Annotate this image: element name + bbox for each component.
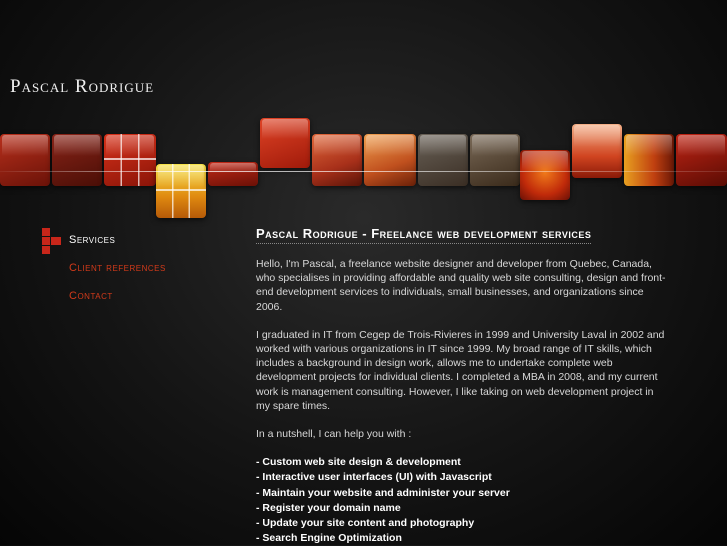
site-title[interactable]: Pascal Rodrigue	[10, 76, 155, 97]
banner-tile	[470, 134, 520, 186]
list-item: - Custom web site design & development	[256, 456, 461, 469]
banner-tile	[676, 134, 727, 186]
list-item: - Update your site content and photography	[256, 517, 475, 530]
header-banner	[0, 112, 727, 224]
banner-tile	[208, 162, 258, 186]
nav-item-client-references[interactable]: Client references	[69, 262, 166, 274]
page-heading: Pascal Rodrigue - Freelance web development services	[256, 226, 591, 244]
main-content	[256, 225, 666, 546]
banner-tile	[260, 118, 310, 168]
intro-paragraph: Hello, I'm Pascal, a freelance website designer and developer from Quebec, Canada, who specialises in providing affordable and quality web site consulting, design and front-end development services to individuals, small businesses, and organizations since 2006.	[256, 258, 666, 313]
banner-tile	[104, 134, 156, 186]
side-nav	[42, 228, 166, 312]
banner-tile	[572, 124, 622, 178]
banner-tile	[418, 134, 468, 186]
background-paragraph: I graduated in IT from Cegep de Trois-Rivieres in 1999 and University Laval in 2002 and worked with various organizations in IT since 1999. My broad range of IT skills, which includes a background in design work, allows me to undertake complete web development projects for individual clients. I completed a MBA in 2008, and my current work is management consulting. However, I like taking on web development project in my spare times.	[256, 328, 665, 412]
banner-tile	[52, 134, 102, 186]
banner-tile	[312, 134, 362, 186]
nav-item-contact[interactable]: Contact	[69, 290, 113, 302]
active-marker-icon	[42, 228, 62, 254]
list-item: - Search Engine Optimization	[256, 532, 402, 545]
list-item: - Register your domain name	[256, 501, 401, 514]
nav-item-services[interactable]: Services	[69, 234, 116, 246]
list-item: - Interactive user interfaces (UI) with Javascript	[256, 471, 492, 484]
services-list	[256, 455, 666, 546]
banner-tile	[520, 150, 570, 200]
banner-tile	[364, 134, 416, 186]
banner-tile	[156, 164, 206, 218]
banner-highlight-line	[0, 171, 727, 172]
list-item: - Maintain your website and administer your server	[256, 486, 510, 499]
banner-tile	[0, 134, 50, 186]
nutshell-paragraph: In a nutshell, I can help you with :	[256, 428, 412, 441]
banner-tile	[624, 134, 674, 186]
